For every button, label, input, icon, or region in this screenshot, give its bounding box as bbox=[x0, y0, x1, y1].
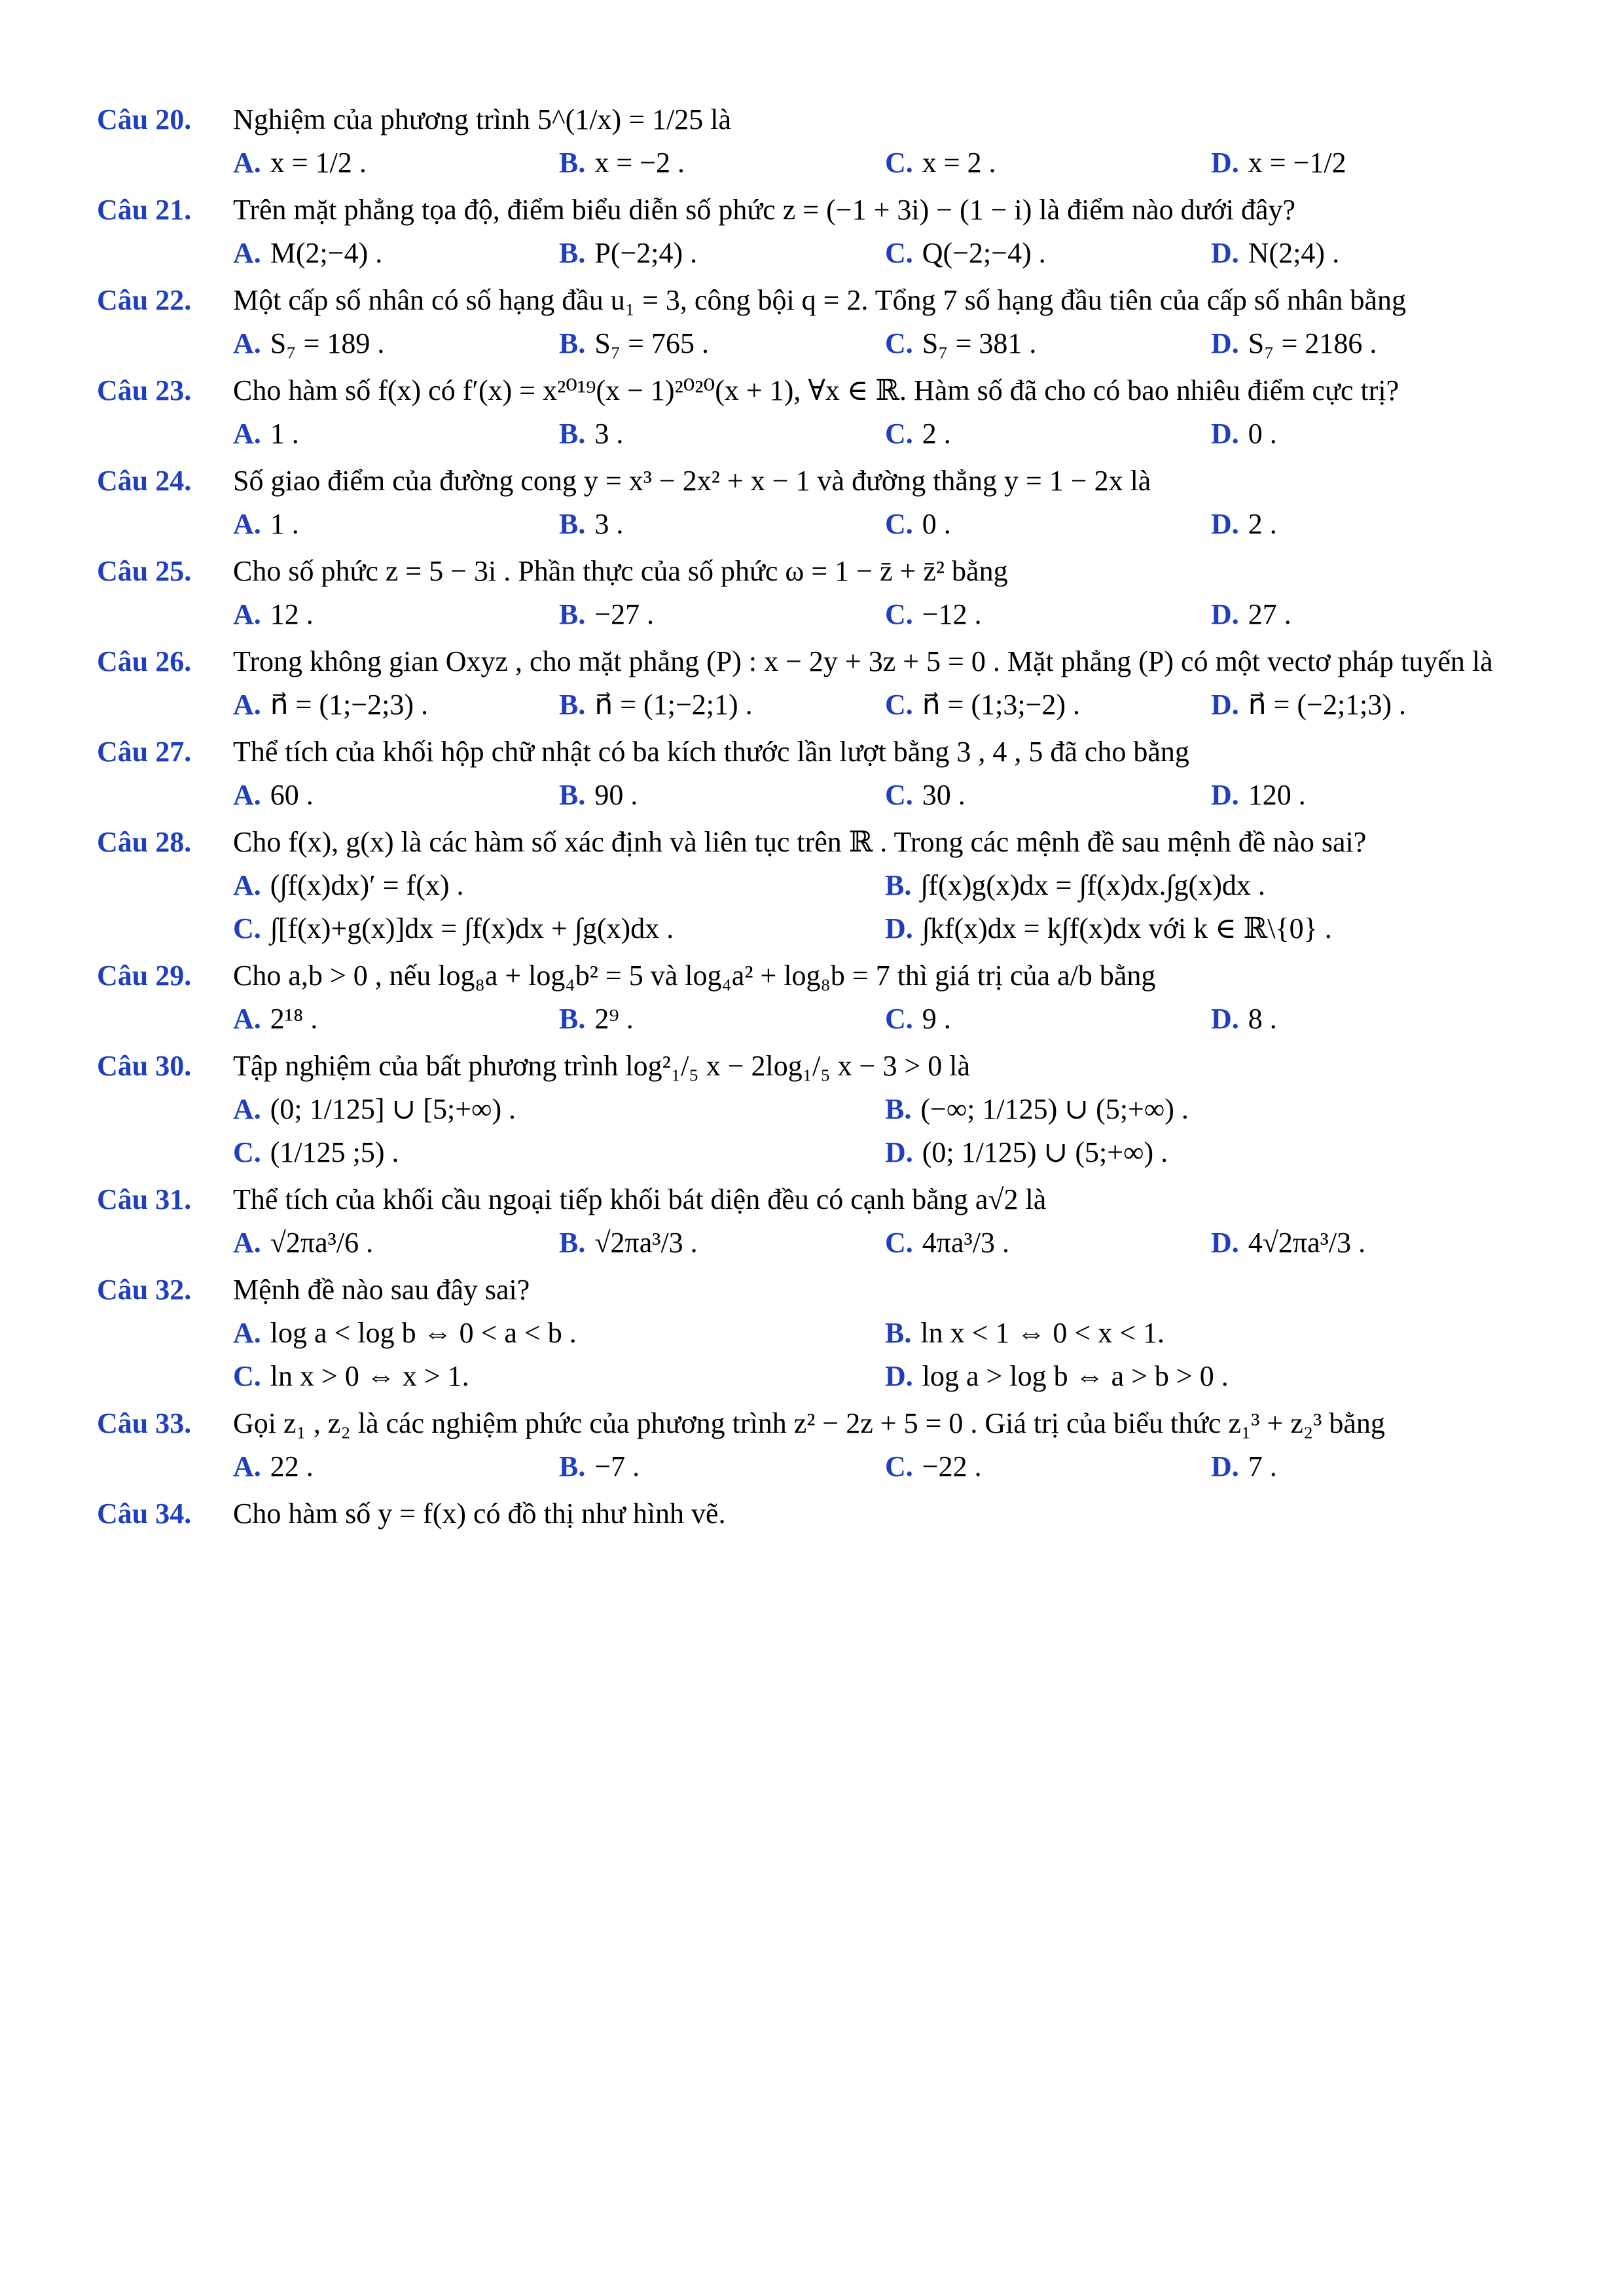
option-label: D. bbox=[1211, 508, 1239, 540]
question-block bbox=[97, 1402, 1537, 1492]
option-text: 0 . bbox=[922, 508, 951, 540]
answer-options bbox=[97, 1445, 1537, 1488]
answer-option[interactable] bbox=[885, 907, 1537, 950]
option-text: 2¹⁸ . bbox=[270, 1003, 318, 1035]
option-text: ∫f(x)g(x)dx = ∫f(x)dx.∫g(x)dx . bbox=[920, 869, 1265, 901]
option-text: ln x < 1 ⇔ 0 < x < 1. bbox=[920, 1317, 1165, 1349]
answer-options bbox=[97, 593, 1537, 636]
option-label: B. bbox=[559, 1227, 586, 1259]
question-block bbox=[97, 1492, 1537, 1539]
question-row bbox=[97, 459, 1537, 503]
answer-option[interactable] bbox=[885, 1221, 1211, 1265]
question-block bbox=[97, 188, 1537, 279]
option-text: x = 2 . bbox=[922, 147, 996, 179]
option-label: B. bbox=[559, 689, 586, 721]
option-text: 2 . bbox=[1248, 508, 1277, 540]
option-label: D. bbox=[1211, 1450, 1239, 1482]
option-text: (−∞; 1/125) ∪ (5;+∞) . bbox=[920, 1093, 1189, 1125]
answer-option[interactable] bbox=[885, 412, 1211, 456]
question-stem: Cho f(x), g(x) là các hàm số xác định và liên tục trên ℝ . Trong các mệnh đề sau mệnh đề nào sai? bbox=[233, 826, 1367, 858]
answer-option[interactable] bbox=[885, 503, 1211, 546]
option-text: ln x > 0 ⇔ x > 1. bbox=[270, 1360, 469, 1392]
answer-options bbox=[97, 1221, 1537, 1265]
option-label: B. bbox=[885, 1317, 912, 1349]
answer-option[interactable] bbox=[559, 1445, 885, 1488]
option-text: x = −1/2 bbox=[1248, 147, 1346, 179]
answer-option[interactable] bbox=[233, 412, 559, 456]
answer-option[interactable] bbox=[233, 322, 559, 365]
answer-option[interactable] bbox=[885, 141, 1211, 185]
option-text: (0; 1/125) ∪ (5;+∞) . bbox=[922, 1136, 1168, 1168]
answer-option[interactable] bbox=[1211, 1445, 1537, 1488]
option-label: D. bbox=[1211, 1227, 1239, 1259]
question-stem: Trên mặt phẳng tọa độ, điểm biểu diễn số phức z = (−1 + 3i) − (1 − i) là điểm nào dưới đây? bbox=[233, 194, 1296, 226]
option-label: C. bbox=[885, 689, 913, 721]
answer-option[interactable] bbox=[1211, 683, 1537, 726]
question-block bbox=[97, 954, 1537, 1045]
option-text: 9 . bbox=[922, 1003, 951, 1035]
question-stem: Trong không gian Oxyz , cho mặt phẳng (P) : x − 2y + 3z + 5 = 0 . Mặt phẳng (P) có một vectơ pháp tuyến là bbox=[233, 645, 1493, 677]
option-label: A. bbox=[233, 869, 261, 901]
option-text: ∫kf(x)dx = k∫f(x)dx với k ∈ ℝ\{0} . bbox=[922, 912, 1332, 944]
option-text: 0 . bbox=[1248, 418, 1277, 450]
question-stem: Tập nghiệm của bất phương trình log²₁/₅ x − 2log₁/₅ x − 3 > 0 là bbox=[233, 1050, 971, 1082]
answer-option[interactable] bbox=[559, 412, 885, 456]
option-text: M(2;−4) . bbox=[270, 237, 383, 269]
option-text: S₇ = 2186 . bbox=[1248, 327, 1377, 359]
question-number: Câu 25. bbox=[97, 555, 192, 587]
answer-option[interactable] bbox=[885, 683, 1211, 726]
answer-options bbox=[97, 322, 1537, 365]
option-text: 7 . bbox=[1248, 1450, 1277, 1482]
answer-option[interactable] bbox=[885, 232, 1211, 275]
question-number: Câu 27. bbox=[97, 736, 192, 768]
option-label: A. bbox=[233, 598, 261, 630]
option-label: D. bbox=[1211, 1003, 1239, 1035]
answer-option[interactable] bbox=[233, 232, 559, 275]
option-text: 8 . bbox=[1248, 1003, 1277, 1035]
option-label: C. bbox=[885, 327, 913, 359]
option-text: log a > log b ⇔ a > b > 0 . bbox=[922, 1360, 1229, 1392]
question-row bbox=[97, 369, 1537, 412]
option-text: 120 . bbox=[1248, 779, 1306, 811]
exam-page bbox=[97, 98, 1537, 1539]
question-number: Câu 26. bbox=[97, 645, 192, 677]
answer-option[interactable] bbox=[233, 141, 559, 185]
question-row bbox=[97, 730, 1537, 774]
answer-options bbox=[97, 503, 1537, 546]
option-text: n⃗ = (1;3;−2) . bbox=[922, 689, 1081, 721]
option-label: B. bbox=[885, 1093, 912, 1125]
answer-option[interactable] bbox=[1211, 503, 1537, 546]
question-spacer bbox=[97, 1535, 1537, 1539]
option-label: A. bbox=[233, 1227, 261, 1259]
question-block bbox=[97, 550, 1537, 640]
option-label: A. bbox=[233, 689, 261, 721]
question-number: Câu 23. bbox=[97, 374, 192, 406]
option-text: 60 . bbox=[270, 779, 314, 811]
answer-option[interactable] bbox=[559, 1221, 885, 1265]
option-label: D. bbox=[1211, 327, 1239, 359]
answer-option[interactable] bbox=[559, 683, 885, 726]
option-text: −27 . bbox=[594, 598, 655, 630]
option-text: x = 1/2 . bbox=[270, 147, 367, 179]
answer-option[interactable] bbox=[233, 503, 559, 546]
option-label: D. bbox=[885, 1136, 913, 1168]
answer-option[interactable] bbox=[559, 774, 885, 817]
option-text: n⃗ = (−2;1;3) . bbox=[1248, 689, 1407, 721]
question-block bbox=[97, 1268, 1537, 1402]
answer-option[interactable] bbox=[885, 1131, 1537, 1174]
answer-option[interactable] bbox=[1211, 412, 1537, 456]
question-row bbox=[97, 1045, 1537, 1088]
option-label: C. bbox=[885, 1227, 913, 1259]
option-label: D. bbox=[885, 1360, 913, 1392]
answer-option[interactable] bbox=[885, 593, 1211, 636]
option-label: A. bbox=[233, 508, 261, 540]
option-label: B. bbox=[559, 237, 586, 269]
option-label: A. bbox=[233, 1093, 261, 1125]
question-row bbox=[97, 1492, 1537, 1535]
question-row bbox=[97, 98, 1537, 141]
question-block bbox=[97, 369, 1537, 459]
option-label: A. bbox=[233, 147, 261, 179]
option-label: D. bbox=[1211, 689, 1239, 721]
option-text: ∫[f(x)+g(x)]dx = ∫f(x)dx + ∫g(x)dx . bbox=[270, 912, 674, 944]
question-stem: Thể tích của khối hộp chữ nhật có ba kích thước lần lượt bằng 3 , 4 , 5 đã cho bằng bbox=[233, 736, 1189, 768]
answer-options bbox=[97, 141, 1537, 185]
option-text: 22 . bbox=[270, 1450, 314, 1482]
answer-option[interactable] bbox=[1211, 1221, 1537, 1265]
answer-option[interactable] bbox=[559, 997, 885, 1041]
option-text: (0; 1/125] ∪ [5;+∞) . bbox=[270, 1093, 516, 1125]
answer-option[interactable] bbox=[559, 232, 885, 275]
option-text: 1 . bbox=[270, 508, 299, 540]
option-text: 3 . bbox=[594, 508, 624, 540]
option-text: N(2;4) . bbox=[1248, 237, 1340, 269]
question-block bbox=[97, 730, 1537, 821]
question-row bbox=[97, 954, 1537, 997]
option-text: −22 . bbox=[922, 1450, 982, 1482]
answer-options bbox=[97, 1088, 1537, 1174]
answer-option[interactable] bbox=[885, 774, 1211, 817]
option-label: C. bbox=[233, 1136, 261, 1168]
option-label: C. bbox=[885, 418, 913, 450]
answer-option[interactable] bbox=[233, 997, 559, 1041]
option-label: B. bbox=[559, 598, 586, 630]
answer-option[interactable] bbox=[233, 683, 559, 726]
question-number: Câu 22. bbox=[97, 284, 192, 316]
option-label: A. bbox=[233, 418, 261, 450]
option-text: 27 . bbox=[1248, 598, 1291, 630]
answer-option[interactable] bbox=[233, 1355, 885, 1398]
question-row bbox=[97, 821, 1537, 864]
option-text: n⃗ = (1;−2;1) . bbox=[594, 689, 753, 721]
question-block bbox=[97, 821, 1537, 954]
answer-option[interactable] bbox=[559, 593, 885, 636]
answer-option[interactable] bbox=[885, 864, 1537, 907]
option-label: B. bbox=[559, 1450, 586, 1482]
option-label: A. bbox=[233, 779, 261, 811]
option-text: S₇ = 765 . bbox=[594, 327, 709, 359]
question-row bbox=[97, 279, 1537, 322]
answer-option[interactable] bbox=[1211, 997, 1537, 1041]
option-label: A. bbox=[233, 1450, 261, 1482]
option-text: P(−2;4) . bbox=[594, 237, 698, 269]
option-text: Q(−2;−4) . bbox=[922, 237, 1046, 269]
option-label: B. bbox=[559, 1003, 586, 1035]
answer-options bbox=[97, 774, 1537, 817]
question-block bbox=[97, 1178, 1537, 1268]
option-text: √2πa³/6 . bbox=[270, 1227, 374, 1259]
option-text: log a < log b ⇔ 0 < a < b . bbox=[270, 1317, 577, 1349]
option-label: D. bbox=[1211, 598, 1239, 630]
option-text: −12 . bbox=[922, 598, 982, 630]
option-text: (∫f(x)dx)′ = f(x) . bbox=[270, 869, 464, 901]
answer-option[interactable] bbox=[885, 997, 1211, 1041]
question-stem: Số giao điểm của đường cong y = x³ − 2x² + x − 1 và đường thẳng y = 1 − 2x là bbox=[233, 465, 1151, 497]
answer-options bbox=[97, 232, 1537, 275]
answer-option[interactable] bbox=[233, 1088, 885, 1131]
question-row bbox=[97, 1268, 1537, 1312]
option-label: D. bbox=[1211, 779, 1239, 811]
question-stem: Cho hàm số y = f(x) có đồ thị như hình vẽ. bbox=[233, 1498, 726, 1530]
question-stem: Mệnh đề nào sau đây sai? bbox=[233, 1274, 530, 1306]
question-row bbox=[97, 1402, 1537, 1445]
option-text: 12 . bbox=[270, 598, 314, 630]
question-stem: Cho hàm số f(x) có f′(x) = x²⁰¹⁹(x − 1)²⁰²⁰(x + 1), ∀x ∈ ℝ. Hàm số đã cho có bao nhiêu điểm cực trị? bbox=[233, 374, 1399, 406]
option-text: 90 . bbox=[594, 779, 638, 811]
option-text: −7 . bbox=[594, 1450, 640, 1482]
question-block bbox=[97, 1045, 1537, 1178]
option-text: 4πa³/3 . bbox=[922, 1227, 1009, 1259]
question-stem: Nghiệm của phương trình 5^(1/x) = 1/25 là bbox=[233, 103, 731, 135]
answer-options bbox=[97, 412, 1537, 456]
question-stem: Gọi z₁ , z₂ là các nghiệm phức của phương trình z² − 2z + 5 = 0 . Giá trị của biểu thức z₁³ + z₂³ bằng bbox=[233, 1407, 1385, 1439]
question-block bbox=[97, 640, 1537, 730]
question-row bbox=[97, 550, 1537, 593]
answer-option[interactable] bbox=[559, 141, 885, 185]
question-block bbox=[97, 98, 1537, 188]
answer-option[interactable] bbox=[885, 1088, 1537, 1131]
option-text: x = −2 . bbox=[594, 147, 685, 179]
option-label: C. bbox=[885, 147, 913, 179]
answer-option[interactable] bbox=[233, 1221, 559, 1265]
option-label: C. bbox=[885, 1450, 913, 1482]
answer-option[interactable] bbox=[885, 1445, 1211, 1488]
question-stem: Cho số phức z = 5 − 3i . Phần thực của số phức ω = 1 − z̄ + z̄² bằng bbox=[233, 555, 1008, 587]
option-label: D. bbox=[1211, 237, 1239, 269]
question-number: Câu 32. bbox=[97, 1274, 192, 1306]
option-label: B. bbox=[559, 327, 586, 359]
option-label: B. bbox=[559, 418, 586, 450]
question-number: Câu 21. bbox=[97, 194, 192, 226]
answer-option[interactable] bbox=[885, 1312, 1537, 1355]
answer-option[interactable] bbox=[233, 907, 885, 950]
question-block bbox=[97, 459, 1537, 550]
option-text: 4√2πa³/3 . bbox=[1248, 1227, 1366, 1259]
option-label: C. bbox=[885, 779, 913, 811]
answer-option[interactable] bbox=[1211, 232, 1537, 275]
option-text: 30 . bbox=[922, 779, 965, 811]
option-text: n⃗ = (1;−2;3) . bbox=[270, 689, 429, 721]
option-label: C. bbox=[233, 912, 261, 944]
option-label: A. bbox=[233, 1003, 261, 1035]
answer-option[interactable] bbox=[1211, 593, 1537, 636]
option-label: D. bbox=[885, 912, 913, 944]
question-stem: Cho a,b > 0 , nếu log₈a + log₄b² = 5 và log₄a² + log₈b = 7 thì giá trị của a/b bằng bbox=[233, 960, 1156, 992]
option-label: B. bbox=[885, 869, 912, 901]
question-number: Câu 33. bbox=[97, 1407, 192, 1439]
option-text: 2⁹ . bbox=[594, 1003, 634, 1035]
question-block bbox=[97, 279, 1537, 369]
question-number: Câu 29. bbox=[97, 960, 192, 992]
option-label: A. bbox=[233, 327, 261, 359]
option-label: B. bbox=[559, 779, 586, 811]
question-number: Câu 31. bbox=[97, 1183, 192, 1215]
option-label: D. bbox=[1211, 418, 1239, 450]
answer-options bbox=[97, 1312, 1537, 1398]
option-label: B. bbox=[559, 508, 586, 540]
answer-options bbox=[97, 997, 1537, 1041]
question-number: Câu 24. bbox=[97, 465, 192, 497]
option-label: B. bbox=[559, 147, 586, 179]
option-label: C. bbox=[233, 1360, 261, 1392]
option-text: 3 . bbox=[594, 418, 624, 450]
answer-option[interactable] bbox=[885, 1355, 1537, 1398]
option-text: (1/125 ;5) . bbox=[270, 1136, 399, 1168]
answer-option[interactable] bbox=[885, 322, 1211, 365]
question-row bbox=[97, 1178, 1537, 1221]
option-text: S₇ = 381 . bbox=[922, 327, 1037, 359]
option-text: √2πa³/3 . bbox=[594, 1227, 698, 1259]
option-label: C. bbox=[885, 598, 913, 630]
option-text: 1 . bbox=[270, 418, 299, 450]
question-number: Câu 34. bbox=[97, 1498, 192, 1530]
option-label: D. bbox=[1211, 147, 1239, 179]
question-row bbox=[97, 188, 1537, 232]
answer-option[interactable] bbox=[233, 864, 885, 907]
answer-option[interactable] bbox=[233, 1312, 885, 1355]
question-stem: Thể tích của khối cầu ngoại tiếp khối bát diện đều có cạnh bằng a√2 là bbox=[233, 1183, 1047, 1215]
question-row bbox=[97, 640, 1537, 683]
question-number: Câu 28. bbox=[97, 826, 192, 858]
answer-option[interactable] bbox=[1211, 774, 1537, 817]
option-label: A. bbox=[233, 237, 261, 269]
answer-option[interactable] bbox=[233, 774, 559, 817]
option-label: C. bbox=[885, 237, 913, 269]
answer-option[interactable] bbox=[559, 322, 885, 365]
answer-option[interactable] bbox=[233, 593, 559, 636]
answer-options bbox=[97, 864, 1537, 950]
option-text: 2 . bbox=[922, 418, 951, 450]
answer-option[interactable] bbox=[1211, 141, 1537, 185]
answer-option[interactable] bbox=[233, 1445, 559, 1488]
answer-options bbox=[97, 683, 1537, 726]
question-number: Câu 20. bbox=[97, 103, 192, 135]
answer-option[interactable] bbox=[233, 1131, 885, 1174]
question-stem: Một cấp số nhân có số hạng đầu u₁ = 3, công bội q = 2. Tổng 7 số hạng đầu tiên của cấp số nhân bằng bbox=[233, 284, 1407, 316]
option-text: S₇ = 189 . bbox=[270, 327, 385, 359]
question-number: Câu 30. bbox=[97, 1050, 192, 1082]
answer-option[interactable] bbox=[559, 503, 885, 546]
answer-option[interactable] bbox=[1211, 322, 1537, 365]
option-label: C. bbox=[885, 1003, 913, 1035]
option-label: A. bbox=[233, 1317, 261, 1349]
option-label: C. bbox=[885, 508, 913, 540]
